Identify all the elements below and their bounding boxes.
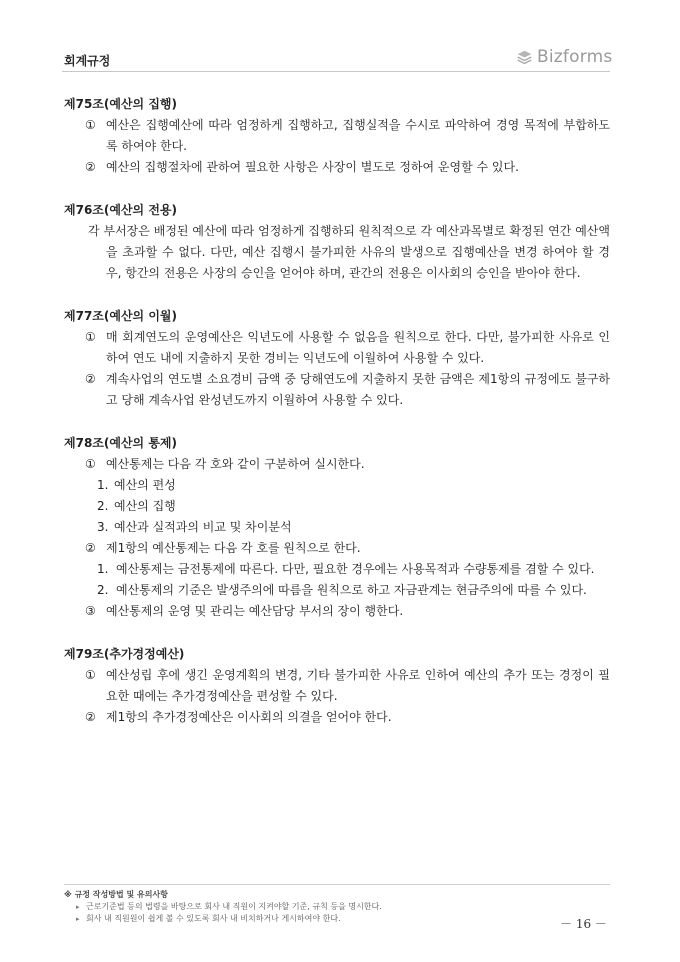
sub-item-text: 예산의 집행 xyxy=(114,499,176,513)
sub-item-text: 예산의 편성 xyxy=(114,478,176,492)
sub-item xyxy=(64,496,610,517)
article-76 xyxy=(64,200,610,284)
footer-note-text: 회사 내 직원원이 쉽게 볼 수 있도록 회사 내 비치하거나 게시하여야 한다. xyxy=(86,914,341,923)
article-title: 제76조(예산의 전용) xyxy=(64,203,177,217)
paragraph-text: 예산성립 후에 생긴 운영계획의 변경, 기타 불가피한 사유로 인하여 예산의 추가 또는 경정이 필요한 때에는 추가경정예산을 편성할 수 있다. xyxy=(106,668,610,703)
paragraph-text: 예산은 집행예산에 따라 엄정하게 집행하고, 집행실적을 수시로 파악하여 경영 목적에 부합하도록 하여야 한다. xyxy=(106,118,610,153)
paragraph-mark: ① xyxy=(85,668,96,682)
footer-divider xyxy=(64,884,610,885)
sub-item-number: 2. xyxy=(97,583,109,597)
article-title: 제79조(추가경정예산) xyxy=(64,647,185,661)
paragraph-text: 예산의 집행절차에 관하여 필요한 사항은 사장이 별도로 정하여 운영할 수 있다. xyxy=(106,160,519,174)
sub-item-text: 예산통제는 금전통제에 따른다. 다만, 필요한 경우에는 사용목적과 수량통제를 겸할 수 있다. xyxy=(116,562,595,576)
article-79 xyxy=(64,644,610,728)
footer-note-item xyxy=(64,913,610,925)
article-title: 제75조(예산의 집행) xyxy=(64,97,177,111)
page-number: － 16 － xyxy=(560,917,607,931)
sub-item xyxy=(64,475,610,496)
paragraph-mark: ② xyxy=(85,710,96,724)
article-78 xyxy=(64,433,610,622)
paragraph-mark: ② xyxy=(85,160,96,174)
paragraph-text: 예산통제는 다음 각 호와 같이 구분하여 실시한다. xyxy=(106,457,365,471)
sub-item-text: 예산과 실적과의 비교 및 차이분석 xyxy=(114,520,292,534)
paragraph-mark: ① xyxy=(85,118,96,132)
sub-item-text: 예산통제의 기준은 발생주의에 따름을 원칙으로 하고 자금관계는 현금주의에 따를 수 있다. xyxy=(116,583,587,597)
paragraph-mark: ① xyxy=(85,457,96,471)
paragraph xyxy=(64,601,610,622)
sub-item-number: 1. xyxy=(97,562,109,576)
paragraph-text: 예산통제의 운영 및 관리는 예산담당 부서의 장이 행한다. xyxy=(106,604,404,618)
triangle-bullet-icon: ▸ xyxy=(76,915,80,923)
sub-item-number: 2. xyxy=(97,499,109,513)
paragraph xyxy=(64,665,610,707)
sub-item xyxy=(64,517,610,538)
article-77 xyxy=(64,306,610,411)
paragraph xyxy=(64,538,610,559)
footer-notes xyxy=(64,889,610,925)
paragraph xyxy=(64,157,610,178)
paragraph xyxy=(64,327,610,369)
header-divider xyxy=(62,71,610,72)
sub-item xyxy=(64,559,610,580)
paragraph-mark: ② xyxy=(85,541,96,555)
paragraph xyxy=(64,454,610,475)
sub-item xyxy=(64,580,610,601)
paragraph-text: 제1항의 예산통제는 다음 각 호를 원칙으로 한다. xyxy=(106,541,361,555)
paragraph-text: 제1항의 추가경정예산은 이사회의 의결을 얻어야 한다. xyxy=(106,710,392,724)
sub-item-number: 3. xyxy=(97,520,109,534)
article-75 xyxy=(64,94,610,178)
footer-note-item xyxy=(64,901,610,913)
paragraph xyxy=(64,115,610,157)
sub-item-number: 1. xyxy=(97,478,109,492)
paragraph-text: 계속사업의 연도별 소요경비 금액 중 당해연도에 지출하지 못한 금액은 제1항의 규정에도 불구하고 당해 계속사업 완성년도까지 이월하여 사용할 수 있다. xyxy=(106,372,610,407)
paragraph-text: 매 회계연도의 운영예산은 익년도에 사용할 수 없음을 원칙으로 한다. 다만, 불가피한 사유로 인하여 연도 내에 지출하지 못한 경비는 익년도에 이월하여 사용할 수 있다. xyxy=(106,330,610,365)
article-title: 제78조(예산의 통제) xyxy=(64,436,177,450)
logo-text: Bizforms xyxy=(537,47,613,67)
paragraph-mark: ① xyxy=(85,330,96,344)
article-title: 제77조(예산의 이월) xyxy=(64,309,177,323)
paragraph xyxy=(64,707,610,728)
paragraph xyxy=(64,369,610,411)
paragraph xyxy=(64,221,610,284)
footer-note-title: ※ 규정 작성방법 및 유의사항 xyxy=(64,890,168,899)
stack-layers-icon xyxy=(516,49,533,66)
document-body xyxy=(64,94,610,750)
paragraph-mark: ② xyxy=(85,372,96,386)
triangle-bullet-icon: ▸ xyxy=(76,903,80,911)
document-title: 회계규정 xyxy=(64,54,111,68)
paragraph-text: 각 부서장은 배정된 예산에 따라 엄정하게 집행하되 원칙적으로 각 예산과목별로 확정된 연간 예산액을 초과할 수 없다. 다만, 예산 집행시 불가피한 사유의 발생으로 집행예산을 변경 하여야 할 경우, 항간의 전용은 사장의 승인을 얻어야 하며, 관간의 전용은 이사회의 승인을 받아야 한다. xyxy=(88,224,610,280)
paragraph-mark: ③ xyxy=(85,604,96,618)
footer-note-text: 근로기준법 등의 법령을 바탕으로 회사 내 직원이 지켜야할 기준, 규칙 등을 명시한다. xyxy=(86,902,382,911)
bizforms-logo xyxy=(516,46,612,68)
